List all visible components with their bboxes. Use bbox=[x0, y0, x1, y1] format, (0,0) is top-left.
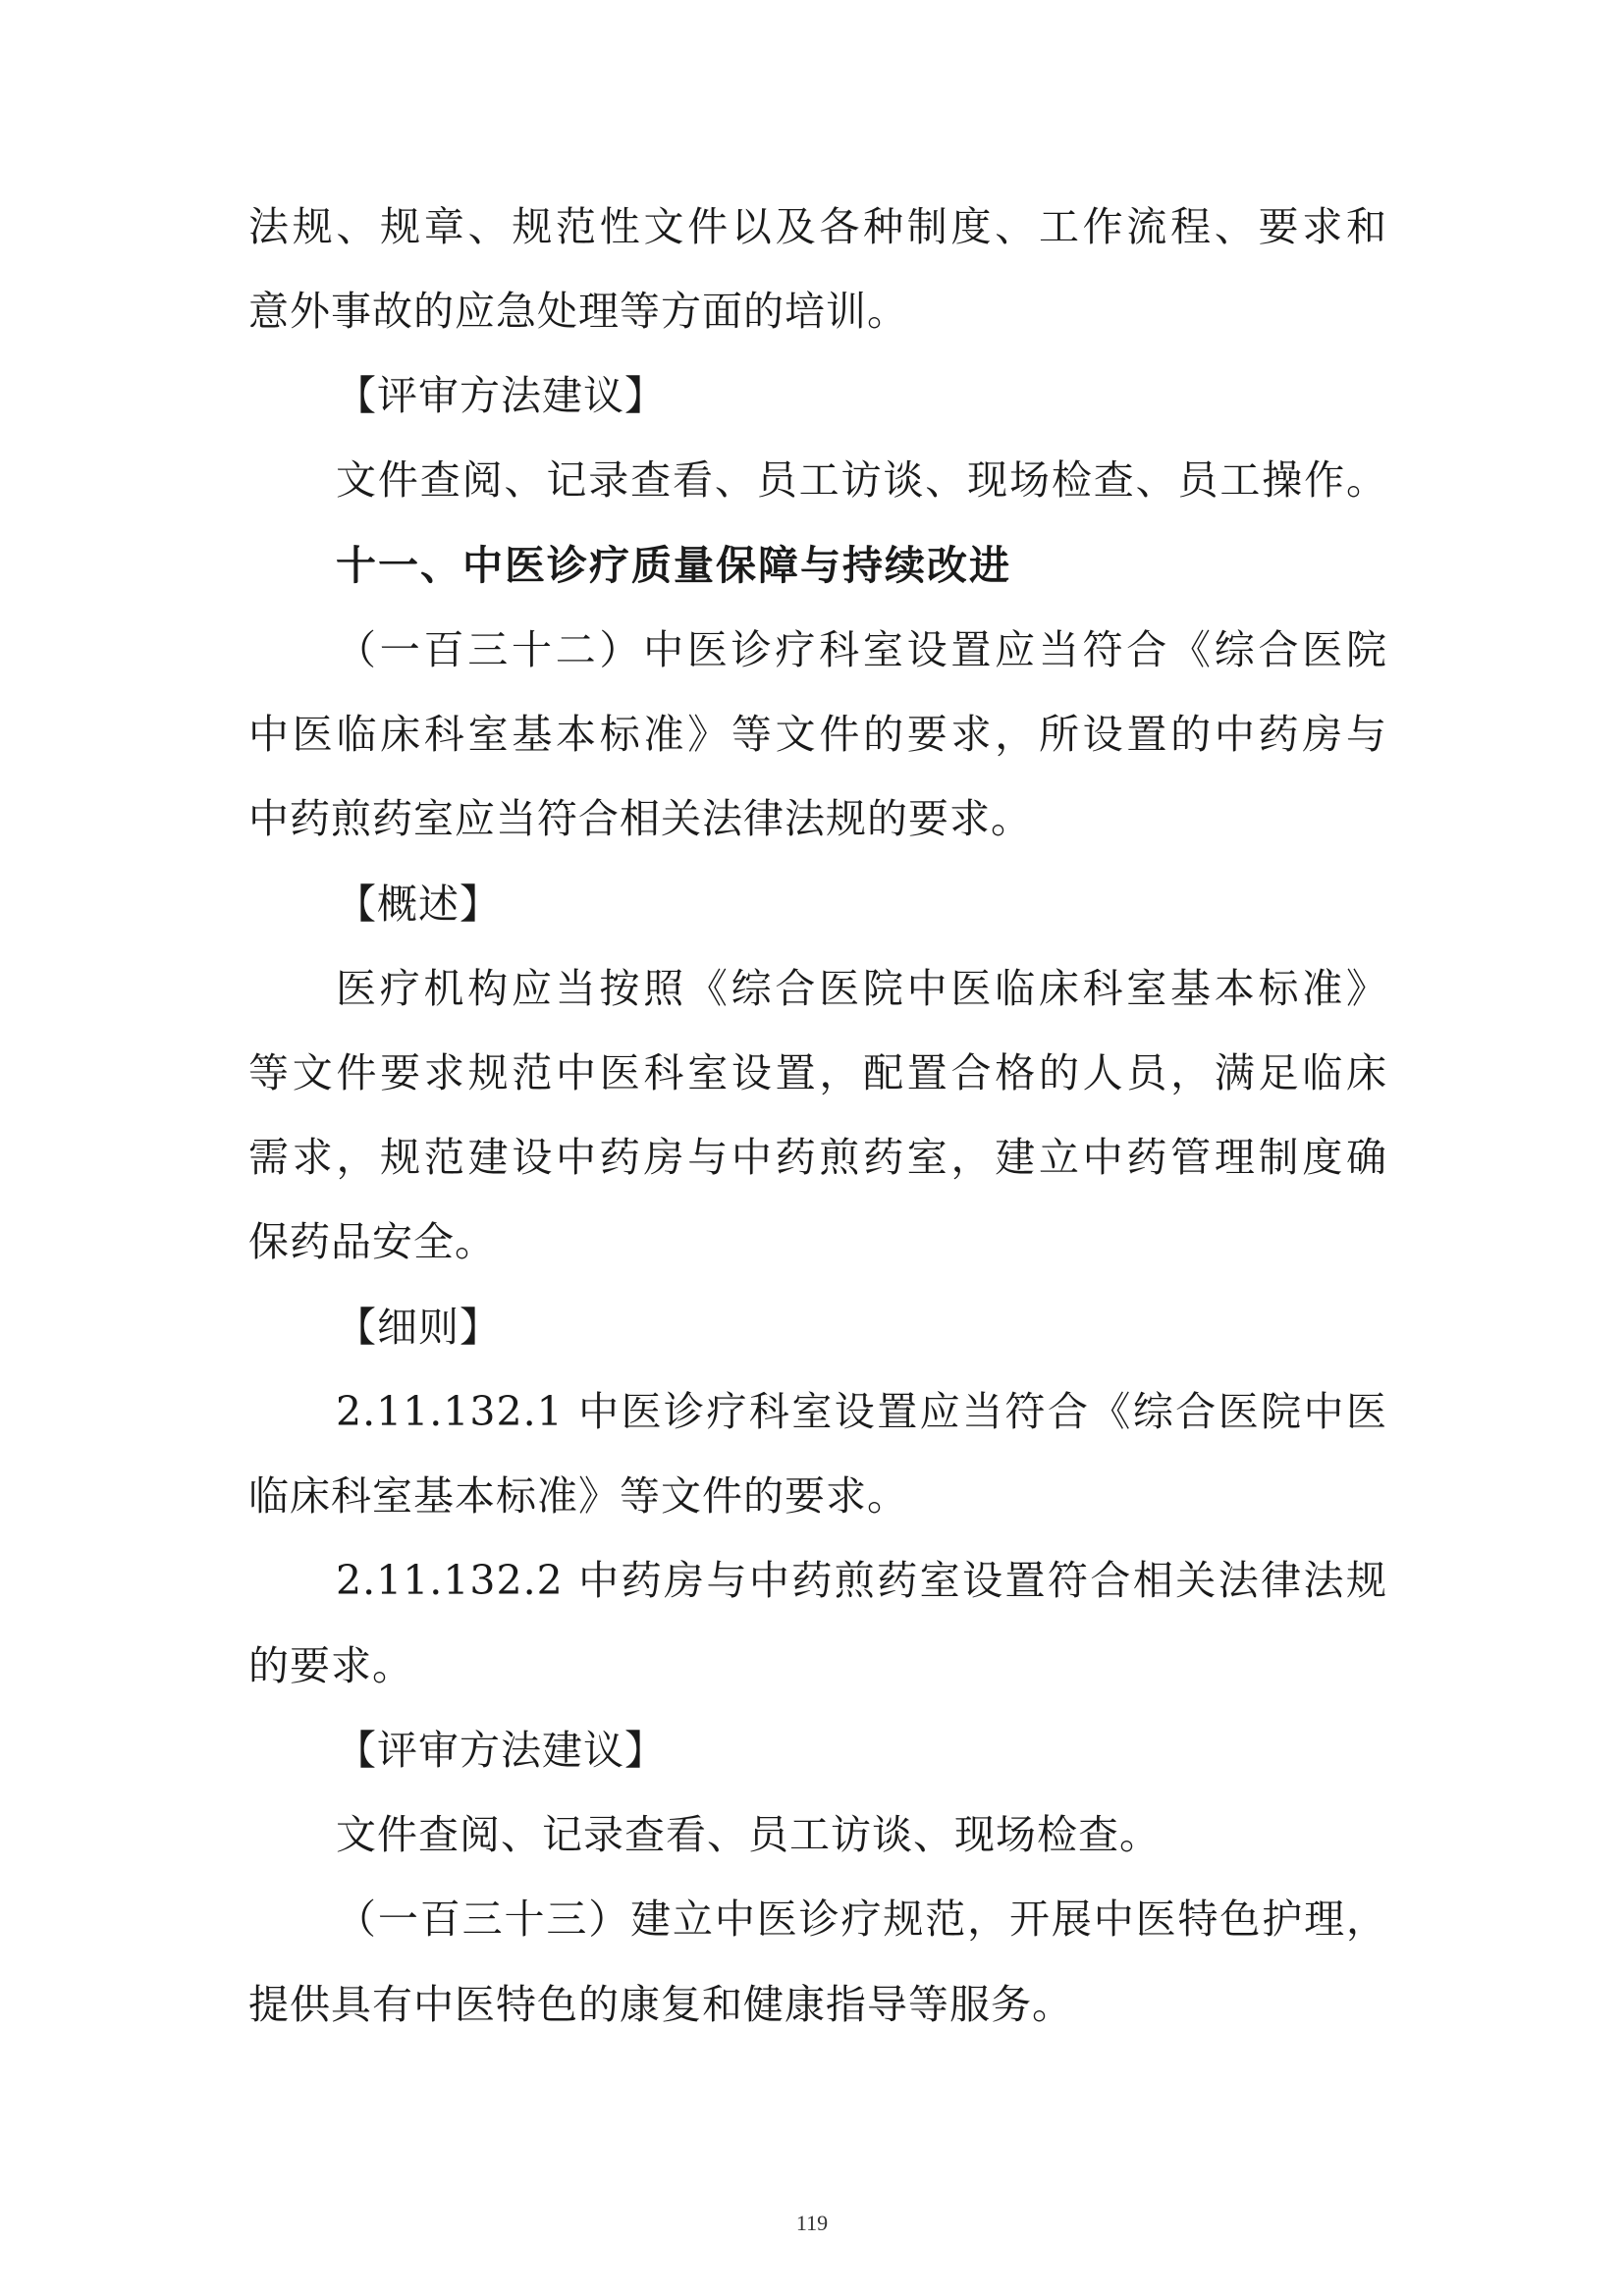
paragraph-line: 需求，规范建设中药房与中药煎药室，建立中药管理制度确 bbox=[248, 1134, 1387, 1181]
page-number: 119 bbox=[795, 2211, 829, 2235]
section-heading: 十一、中医诊疗质量保障与持续改进 bbox=[336, 542, 1011, 589]
paragraph-line: 医疗机构应当按照《综合医院中医临床科室基本标准》 bbox=[336, 965, 1387, 1012]
paragraph-line: 文件查阅、记录查看、员工访谈、现场检查、员工操作。 bbox=[336, 456, 1387, 504]
paragraph-line: （一百三十二）中医诊疗科室设置应当符合《综合医院 bbox=[336, 626, 1387, 673]
paragraph-line: 中药煎药室应当符合相关法律法规的要求。 bbox=[248, 795, 1032, 842]
section-label-review-method: 【评审方法建议】 bbox=[336, 1727, 666, 1774]
paragraph-line: 提供具有中医特色的康复和健康指导等服务。 bbox=[248, 1981, 1073, 2028]
paragraph-line: 等文件要求规范中医科室设置，配置合格的人员，满足临床 bbox=[248, 1049, 1387, 1096]
paragraph-line: 2.11.132.2 中药房与中药煎药室设置符合相关法律法规 bbox=[336, 1557, 1387, 1604]
paragraph-line: （一百三十三）建立中医诊疗规范，开展中医特色护理， bbox=[336, 1896, 1387, 1943]
paragraph-line: 意外事故的应急处理等方面的培训。 bbox=[248, 288, 908, 335]
paragraph-line: 法规、规章、规范性文件以及各种制度、工作流程、要求和 bbox=[248, 203, 1387, 250]
paragraph-line: 文件查阅、记录查看、员工访谈、现场检查。 bbox=[336, 1811, 1161, 1858]
section-label-review-method: 【评审方法建议】 bbox=[336, 372, 666, 419]
paragraph-line: 2.11.132.1 中医诊疗科室设置应当符合《综合医院中医 bbox=[336, 1388, 1387, 1435]
paragraph-line: 保药品安全。 bbox=[248, 1218, 496, 1265]
paragraph-line: 的要求。 bbox=[248, 1642, 413, 1689]
paragraph-line: 中医临床科室基本标准》等文件的要求，所设置的中药房与 bbox=[248, 711, 1387, 758]
section-label-details: 【细则】 bbox=[336, 1304, 501, 1351]
paragraph-line: 临床科室基本标准》等文件的要求。 bbox=[248, 1472, 908, 1520]
section-label-overview: 【概述】 bbox=[336, 881, 501, 928]
